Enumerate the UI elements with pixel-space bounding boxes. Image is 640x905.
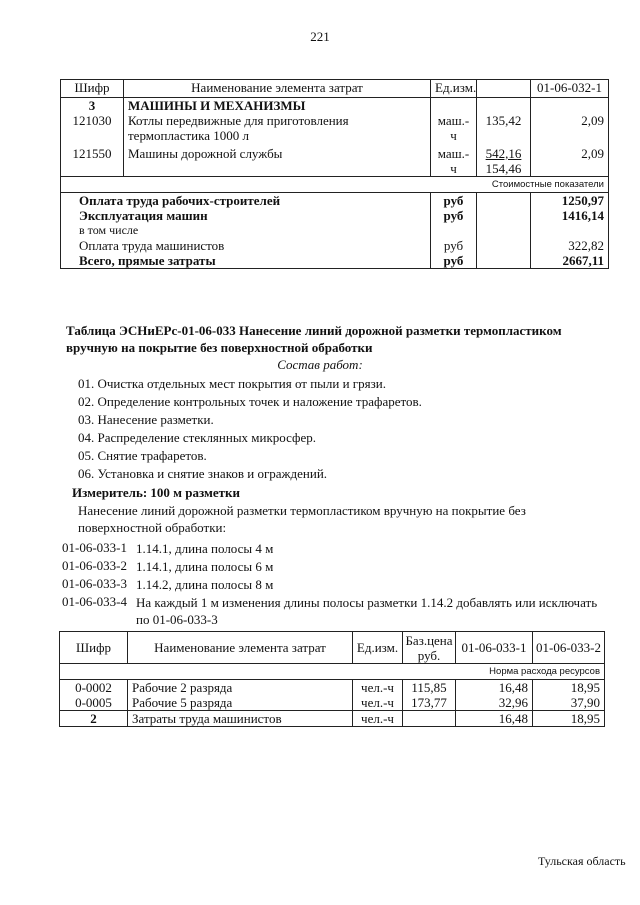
header-norm-2: 01-06-033-2 <box>533 632 605 664</box>
row-name: Машины дорожной службы <box>124 146 431 177</box>
code-text: На каждый 1 м изменения длины полосы разметки 1.14.2 добавлять или исключать по 01-06-033-3 <box>136 595 598 627</box>
cost-unit: руб <box>431 238 477 253</box>
header-price <box>477 80 531 98</box>
row-unit: маш.-ч <box>431 146 477 177</box>
cost-row <box>61 238 609 253</box>
code-item <box>62 576 616 593</box>
row-code: 121030 <box>61 113 124 146</box>
row-unit: чел.-ч <box>353 695 403 711</box>
code-id: 01-06-033-3 <box>62 576 127 591</box>
cost-unit: руб <box>431 208 477 223</box>
work-step: 06. Установка и снятие знаков и ограждений. <box>78 466 328 481</box>
row-code: 2 <box>60 711 128 727</box>
work-step: 03. Нанесение разметки. <box>78 412 214 427</box>
cost-unit: руб <box>431 193 477 209</box>
cost-unit <box>431 223 477 238</box>
header-code: Шифр <box>60 632 128 664</box>
cost-row <box>61 208 609 223</box>
table-total-row <box>60 711 605 727</box>
row-name: Рабочие 2 разряда <box>128 680 353 696</box>
row-price: 115,85 <box>403 680 456 696</box>
header-norm-code: 01-06-032-1 <box>531 80 609 98</box>
price-old: 542,16 <box>485 146 522 161</box>
row-unit: чел.-ч <box>353 711 403 727</box>
cost-name: Всего, прямые затраты <box>61 253 431 269</box>
footer-region: Тульская область <box>538 854 626 868</box>
work-step: 01. Очистка отдельных мест покрытия от пыли и грязи. <box>78 376 386 391</box>
row-value-1: 32,96 <box>456 695 533 711</box>
header-code: Шифр <box>61 80 124 98</box>
header-norm-1: 01-06-033-1 <box>456 632 533 664</box>
row-value-2: 18,95 <box>533 711 605 727</box>
work-step: 02. Определение контрольных точек и наложение трафаретов. <box>78 394 422 409</box>
row-value-2: 37,90 <box>533 695 605 711</box>
code-text: 1.14.2, длина полосы 8 м <box>136 577 274 592</box>
row-unit: маш.-ч <box>431 113 477 146</box>
cost-name: в том числе <box>61 223 431 238</box>
code-item <box>62 594 606 628</box>
page-number: 221 <box>310 29 330 44</box>
table-header-row <box>60 632 605 664</box>
row-value-1: 16,48 <box>456 711 533 727</box>
section-name: МАШИНЫ И МЕХАНИЗМЫ <box>124 98 431 114</box>
row-code: 121550 <box>61 146 124 177</box>
code-id: 01-06-033-1 <box>62 540 127 555</box>
description: Нанесение линий дорожной разметки термопластиком вручную на покрытие без поверхностной обработки: <box>78 503 526 535</box>
work-step: 05. Снятие трафаретов. <box>78 448 207 463</box>
cost-name: Оплата труда машинистов <box>61 238 431 253</box>
resource-table-01-06-032 <box>60 79 609 269</box>
row-name: Рабочие 5 разряда <box>128 695 353 711</box>
row-value: 2,09 <box>531 113 609 146</box>
row-price <box>477 146 531 177</box>
table-header-row <box>61 80 609 98</box>
row-name: Котлы передвижные для приготовления термопластика 1000 л <box>124 113 431 146</box>
row-name: Затраты труда машинистов <box>128 711 353 727</box>
table-row <box>61 113 609 146</box>
work-step: 04. Распределение стеклянных микросфер. <box>78 430 316 445</box>
cost-value: 1250,97 <box>531 193 609 209</box>
cost-row <box>61 193 609 209</box>
cost-name: Эксплуатация машин <box>61 208 431 223</box>
code-item <box>62 558 616 575</box>
row-price: 135,42 <box>477 113 531 146</box>
resource-table-01-06-033 <box>59 631 605 727</box>
code-item <box>62 540 616 557</box>
section-code: 3 <box>61 98 124 114</box>
cost-value: 322,82 <box>531 238 609 253</box>
cost-header-row <box>61 177 609 193</box>
row-value: 2,09 <box>531 146 609 177</box>
code-id: 01-06-033-2 <box>62 558 127 573</box>
code-text: 1.14.1, длина полосы 6 м <box>136 559 274 574</box>
cost-value: 2667,11 <box>531 253 609 269</box>
table-title: Таблица ЭСНиЕРс-01-06-033 Нанесение линий дорожной разметки термопластиком вручную на покрытие без поверхностной обработки <box>66 323 562 355</box>
code-id: 01-06-033-4 <box>62 594 127 609</box>
cost-unit: руб <box>431 253 477 269</box>
table-row <box>60 695 605 711</box>
row-price: 173,77 <box>403 695 456 711</box>
cost-header: Стоимостные показатели <box>61 177 609 193</box>
price-new: 154,46 <box>485 161 522 176</box>
header-unit: Ед.изм. <box>431 80 477 98</box>
table-row <box>61 146 609 177</box>
header-unit: Ед.изм. <box>353 632 403 664</box>
row-unit: чел.-ч <box>353 680 403 696</box>
row-code: 0-0002 <box>60 680 128 696</box>
meter: Измеритель: 100 м разметки <box>72 485 241 500</box>
cost-total-row <box>61 253 609 269</box>
header-name: Наименование элемента затрат <box>128 632 353 664</box>
row-value-2: 18,95 <box>533 680 605 696</box>
header-name: Наименование элемента затрат <box>124 80 431 98</box>
cost-row <box>61 223 609 238</box>
header-base-price: Баз.цена руб. <box>403 632 456 664</box>
row-code: 0-0005 <box>60 695 128 711</box>
work-composition-label: Состав работ: <box>277 357 363 372</box>
cost-value <box>531 223 609 238</box>
norm-header-row <box>60 664 605 680</box>
table-row <box>60 680 605 696</box>
code-text: 1.14.1, длина полосы 4 м <box>136 541 274 556</box>
section-row <box>61 98 609 114</box>
row-value-1: 16,48 <box>456 680 533 696</box>
norm-header: Норма расхода ресурсов <box>60 664 605 680</box>
cost-value: 1416,14 <box>531 208 609 223</box>
cost-name: Оплата труда рабочих-строителей <box>61 193 431 209</box>
row-price <box>403 711 456 727</box>
